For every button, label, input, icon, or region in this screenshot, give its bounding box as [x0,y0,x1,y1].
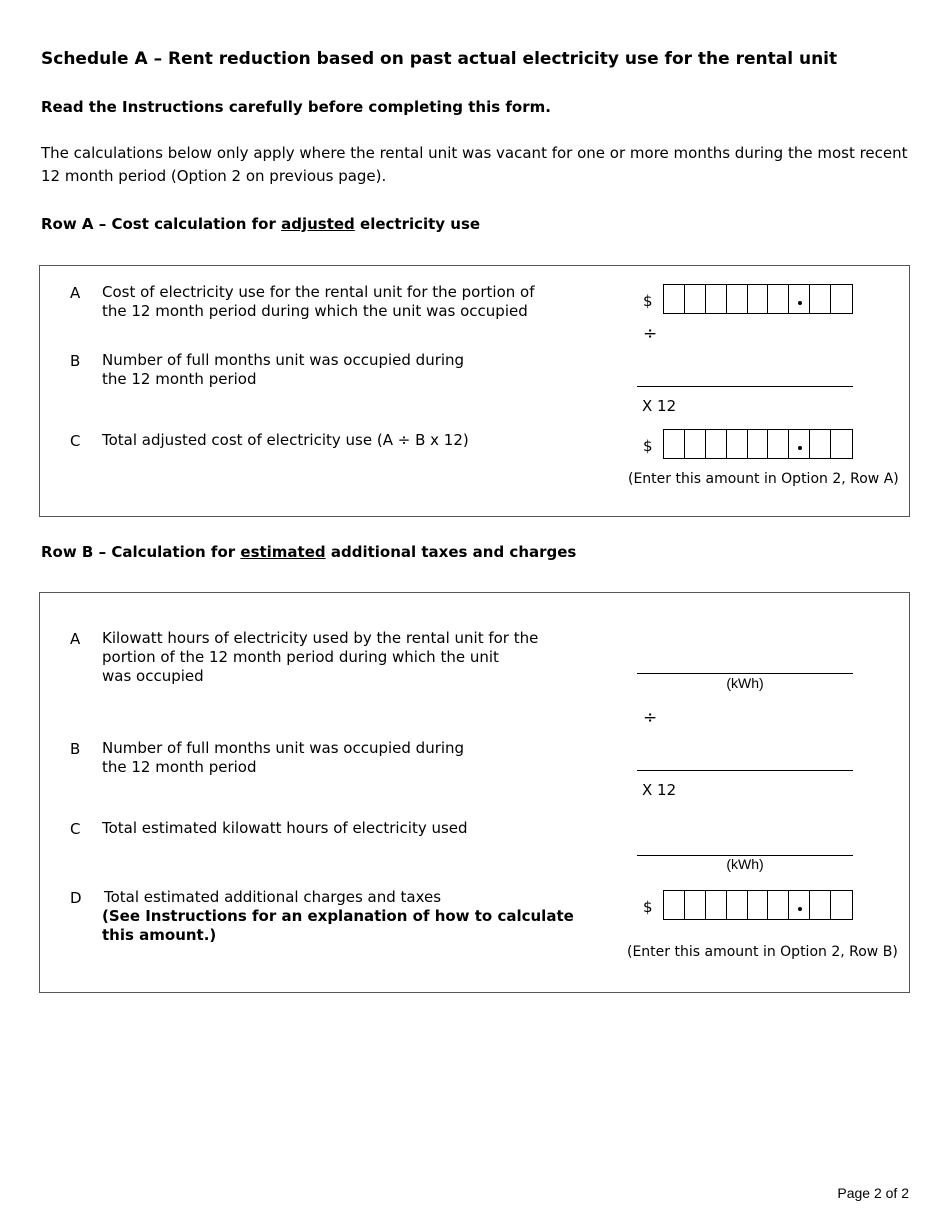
row-b-item-c-unit: (kWh) [726,856,764,872]
row-b-item-d-amount-input[interactable] [663,890,853,920]
row-a-item-a-letter: A [70,284,81,302]
row-b-item-a-input-line[interactable] [637,673,853,674]
row-a-item-b-text: Number of full months unit was occupied during the 12 month period [102,351,465,388]
row-a-title: Row A – Cost calculation for adjusted electricity use [41,215,481,233]
row-b-note: (Enter this amount in Option 2, Row B) [627,944,898,960]
row-b-item-d-currency: $ [643,898,653,916]
row-b-box [39,592,910,993]
row-b-item-d-text: Total estimated additional charges and taxes (See Instructions for an explanation of how to calculate this amount.) [102,888,574,944]
row-a-item-a-text: Cost of electricity use for the rental unit for the portion of the 12 month period during which the unit was occupied [102,283,535,320]
row-a-divide-sign: ÷ [643,324,658,344]
row-b-item-c-text: Total estimated kilowatt hours of electricity used [102,819,468,837]
row-b-item-d-letter: D [70,889,82,907]
page-title: Schedule A – Rent reduction based on past actual electricity use for the rental unit [41,49,838,69]
row-b-item-a-text: Kilowatt hours of electricity used by the rental unit for the portion of the 12 month period during which the unit was occupied [102,629,539,685]
row-a-item-c-text: Total adjusted cost of electricity use (A ÷ B x 12) [102,431,469,449]
row-b-item-a-letter: A [70,630,81,648]
row-b-item-a-unit: (kWh) [726,675,764,691]
row-a-item-c-amount-input[interactable] [663,429,853,459]
row-a-item-a-currency: $ [643,292,653,310]
row-b-item-b-text: Number of full months unit was occupied during the 12 month period [102,739,465,776]
row-a-item-c-letter: C [70,432,81,450]
row-a-box [39,265,910,517]
row-a-item-b-input-line[interactable] [637,386,853,387]
row-a-note: (Enter this amount in Option 2, Row A) [628,471,899,487]
row-b-item-b-letter: B [70,740,81,758]
row-b-divide-sign: ÷ [643,708,658,728]
instruction-text: Read the Instructions carefully before completing this form. [41,98,551,116]
row-b-times-12: X 12 [642,781,677,799]
intro-paragraph: The calculations below only apply where the rental unit was vacant for one or more months during the most recent 12 month period (Option 2 on previous page). [41,144,908,185]
row-a-times-12: X 12 [642,397,677,415]
row-a-item-a-amount-input[interactable] [663,284,853,314]
row-b-item-c-letter: C [70,820,81,838]
row-a-item-b-letter: B [70,352,81,370]
row-b-item-b-input-line[interactable] [637,770,853,771]
row-a-item-c-currency: $ [643,437,653,455]
row-b-title: Row B – Calculation for estimated additional taxes and charges [41,543,577,561]
page-number: Page 2 of 2 [837,1185,909,1201]
